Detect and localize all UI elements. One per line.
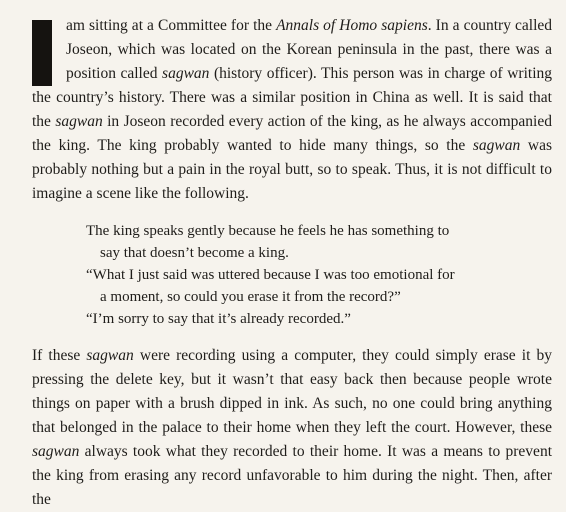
intro-text-5: was probably nothing but a pain in the royal butt, so to speak. Thus, it is not difficult to imagine a scene like the following. bbox=[32, 137, 553, 202]
computer-italic-sagwan-1: sagwan bbox=[86, 347, 134, 364]
intro-text-4: in Joseon recorded every action of the king, as he always accompanied the king. The king probably wanted to hide many things, so the bbox=[32, 113, 552, 154]
intro-text-2: . In a country called Joseon, which was located on the Korean peninsula in the past, there was a position called bbox=[66, 17, 553, 82]
intro-italic-sagwan-1: sagwan bbox=[162, 65, 210, 82]
dialogue-line-3: “What I just said was uttered because I was too emotional for bbox=[86, 267, 455, 283]
computer-text-3: always took what they recorded to their home. It was a means to prevent the king from erasing any record unfavorable to him during the night. Then, after the bbox=[32, 443, 552, 508]
computer-text-2: were recording using a computer, they could simply erase it by pressing the delete key, but it wasn’t that easy back then because people wrote things on paper with a brush dipped in ink. As such, no one could bring anything that belonged in the palace to their home when they left the court. However, these bbox=[32, 347, 552, 436]
intro-italic-sagwan-3: sagwan bbox=[472, 137, 521, 154]
intro-text-3: (history officer). This person was in charge of writing the country’s history. There was a similar position in China as well. It is said that the bbox=[32, 65, 552, 130]
intro-italic-sagwan-2: sagwan bbox=[55, 113, 103, 130]
paragraph-computer bbox=[32, 344, 552, 512]
dialogue-block bbox=[86, 220, 514, 330]
intro-italic-title: Annals of Homo sapiens bbox=[276, 17, 428, 34]
drop-cap-initial bbox=[32, 20, 52, 86]
intro-text-1: am sitting at a Committee for the bbox=[66, 17, 277, 34]
dialogue-line-1: The king speaks gently because he feels he has something to bbox=[86, 223, 450, 239]
paragraph-intro bbox=[32, 14, 552, 206]
dialogue-line-5: “I’m sorry to say that it’s already recorded.” bbox=[86, 311, 351, 327]
computer-italic-sagwan-2: sagwan bbox=[32, 443, 80, 460]
computer-text-1: If these bbox=[32, 347, 87, 364]
dialogue-line-2: say that doesn’t become a king. bbox=[100, 245, 289, 261]
dialogue-line-4: a moment, so could you erase it from the record?” bbox=[100, 289, 401, 305]
